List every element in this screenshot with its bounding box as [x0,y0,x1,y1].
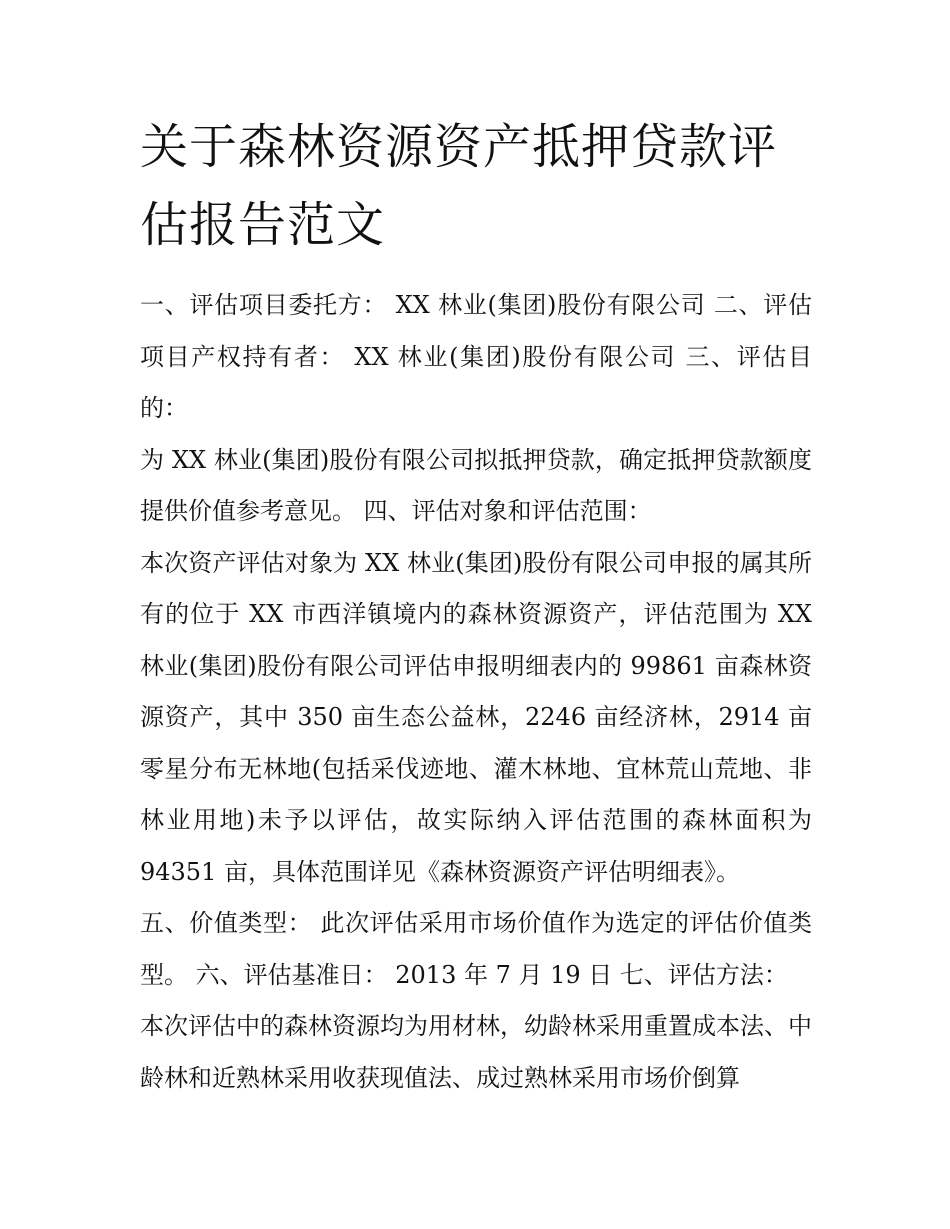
paragraph-scope: 本次资产评估对象为 XX 林业(集团)股份有限公司申报的属其所有的位于 XX 市西洋镇境内的森林资源资产，评估范围为 XX 林业(集团)股份有限公司评估申报明细表内的 99861 亩森林资源资产，其中 350 亩生态公益林，2246 亩经济林，2914 亩零星分布无林地(包括采伐迹地、灌木林地、宜林荒山荒地、非林业用地)未予以评估，故实际纳入评估范围的森林面积为 94351 亩，具体范围详见《森林资源资产评估明细表》。 [140,548,812,886]
paragraph-method: 本次评估中的森林资源均为用材林，幼龄林采用重置成本法、中龄林和近熟林采用收获现值法、成过熟林采用市场价倒算 [140,1012,812,1092]
paragraph-purpose: 为 XX 林业(集团)股份有限公司拟抵押贷款，确定抵押贷款额度提供价值参考意见。 四、评估对象和评估范围： [140,445,812,525]
document-content [140,108,812,1104]
paragraph-value-type: 五、价值类型： 此次评估采用市场价值作为选定的评估价值类型。 六、评估基准日： 2013 年 7 月 19 日 七、评估方法： [140,909,812,989]
document-title: 关于森林资源资产抵押贷款评估报告范文 [140,119,778,253]
document-body [140,280,812,1104]
paragraph-entrusting-party: 一、评估项目委托方： XX 林业(集团)股份有限公司 二、评估项目产权持有者： XX 林业(集团)股份有限公司 三、评估目的： [140,291,812,422]
